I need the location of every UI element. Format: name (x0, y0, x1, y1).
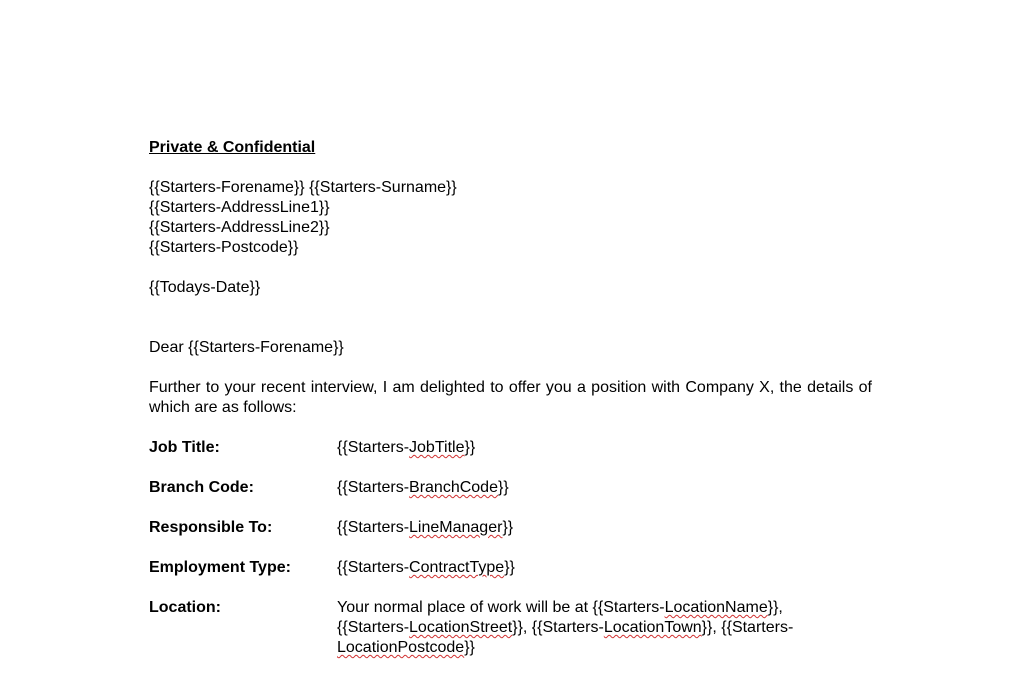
job-title-word: JobTitle (409, 439, 465, 456)
location-text-2: }}, (767, 599, 783, 616)
location-line-1 (337, 598, 783, 618)
responsible-to-word: LineManager (409, 519, 503, 536)
job-title-suffix: }} (464, 439, 476, 456)
letter-heading: Private & Confidential (149, 139, 316, 156)
location-town-word: LocationTown (603, 619, 702, 636)
responsible-to-suffix: }} (502, 519, 514, 536)
job-title-prefix: {{Starters- (337, 439, 410, 456)
location-text-1: Your normal place of work will be at {{Starters- (337, 599, 665, 616)
responsible-to-value (337, 518, 513, 538)
location-postcode-word: LocationPostcode (337, 639, 465, 656)
responsible-to-label: Responsible To: (149, 519, 273, 536)
branch-code-suffix: }} (497, 479, 509, 496)
location-label: Location: (149, 599, 221, 616)
address-name-line: {{Starters-Forename}} {{Starters-Surname}} (149, 179, 457, 196)
address-line-2: {{Starters-AddressLine2}} (149, 219, 330, 236)
branch-code-value (337, 478, 509, 498)
employment-type-word: ContractType (409, 559, 505, 576)
employment-type-label: Employment Type: (149, 559, 291, 576)
job-title-value (337, 438, 475, 458)
address-line-1: {{Starters-AddressLine1}} (149, 199, 330, 216)
location-line-3 (337, 638, 475, 658)
job-title-label: Job Title: (149, 439, 220, 456)
location-line-2 (337, 618, 793, 638)
location-text-6: }} (464, 639, 475, 656)
address-postcode: {{Starters-Postcode}} (149, 239, 299, 256)
branch-code-word: BranchCode (409, 479, 498, 496)
branch-code-label: Branch Code: (149, 479, 254, 496)
location-text-4: }}, {{Starters- (512, 619, 604, 636)
intro-paragraph: Further to your recent interview, I am delighted to offer you a position with Company X, the details of which are as follows: (149, 379, 872, 416)
employment-type-value (337, 558, 515, 578)
letter-date: {{Todays-Date}} (149, 279, 261, 296)
location-street-word: LocationStreet (409, 619, 513, 636)
responsible-to-prefix: {{Starters- (337, 519, 410, 536)
location-text-5: }}, {{Starters- (701, 619, 794, 636)
location-text-3: {{Starters- (337, 619, 410, 636)
letter-salutation: Dear {{Starters-Forename}} (149, 339, 344, 356)
employment-type-prefix: {{Starters- (337, 559, 410, 576)
branch-code-prefix: {{Starters- (337, 479, 410, 496)
location-name-word: LocationName (664, 599, 768, 616)
employment-type-suffix: }} (504, 559, 515, 576)
